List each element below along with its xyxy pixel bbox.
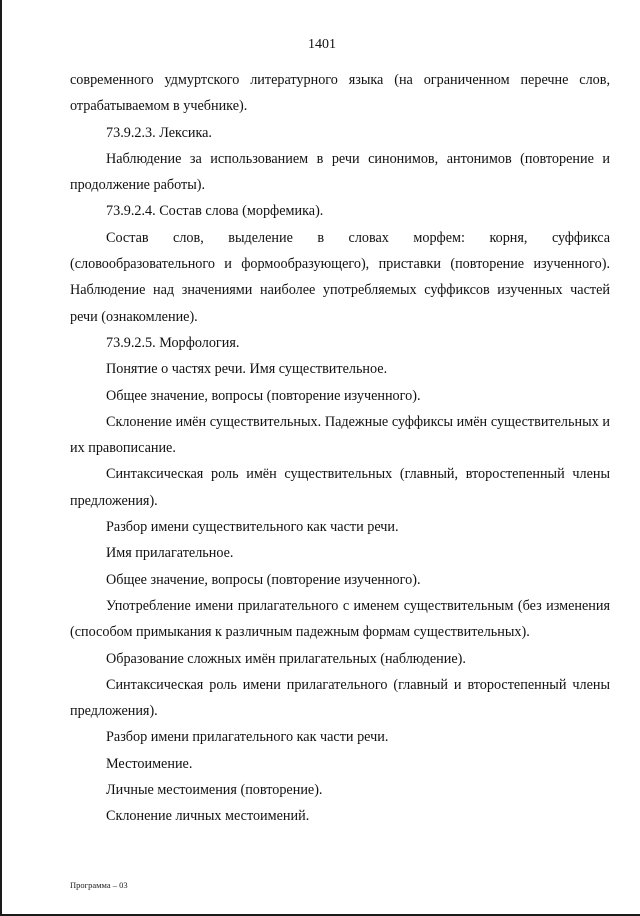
heading-morphemics: 73.9.2.4. Состав слова (морфемика). xyxy=(106,203,324,220)
heading-morphology: 73.9.2.5. Морфология. xyxy=(106,334,240,351)
paragraph-adjective-analysis: Разбор имени прилагательного как части речи. xyxy=(106,729,389,746)
paragraph-adjective-compound: Образование сложных имён прилагательных (наблюдение). xyxy=(106,650,466,667)
page-number: 1401 xyxy=(308,37,336,52)
paragraph-adjective: Имя прилагательное. xyxy=(106,545,234,562)
paragraph-adjective-general: Общее значение, вопросы (повторение изученного). xyxy=(106,571,421,588)
paragraph-word-composition: Состав слов, выделение в словах морфем: корня, суффикса (словообразовательного и формообразующего), приставки (повторение изученного). Наблюдение над значениями наиболее употребляемых суффиксов изученных частей речи (ознакомление). xyxy=(70,229,610,325)
paragraph-adjective-usage: Употребление имени прилагательного с именем существительным (без изменения (способом примыкания к различным падежным формам существительных). xyxy=(70,597,610,641)
paragraph-pronoun-declension: Склонение личных местоимений. xyxy=(106,808,310,825)
paragraph-noun-general: Общее значение, вопросы (повторение изученного). xyxy=(106,387,421,404)
paragraph-noun-analysis: Разбор имени существительного как части речи. xyxy=(106,519,399,536)
paragraph-parts-of-speech: Понятие о частях речи. Имя существительное. xyxy=(106,361,388,378)
paragraph-synonyms: Наблюдение за использованием в речи синонимов, антонимов (повторение и продолжение работы). xyxy=(70,150,610,194)
page-body xyxy=(70,67,610,830)
paragraph-noun-syntax: Синтаксическая роль имён существительных (главный, второстепенный члены предложения). xyxy=(70,466,610,509)
paragraph-noun-declension: Склонение имён существительных. Падежные суффиксы имён существительных и их правописание. xyxy=(70,413,610,457)
paragraph-adjective-syntax: Синтаксическая роль имени прилагательного (главный и второстепенный члены предложения). xyxy=(70,676,610,720)
paragraph-personal-pronouns: Личные местоимения (повторение). xyxy=(106,782,323,799)
paragraph-continuation: современного удмуртского литературного языка (на ограниченном перечне слов, отрабатываемом в учебнике). xyxy=(70,72,610,115)
paragraph-pronoun: Местоимение. xyxy=(106,755,193,772)
footer-label: Программа – 03 xyxy=(70,880,128,890)
heading-lexicon: 73.9.2.3. Лексика. xyxy=(106,124,212,141)
